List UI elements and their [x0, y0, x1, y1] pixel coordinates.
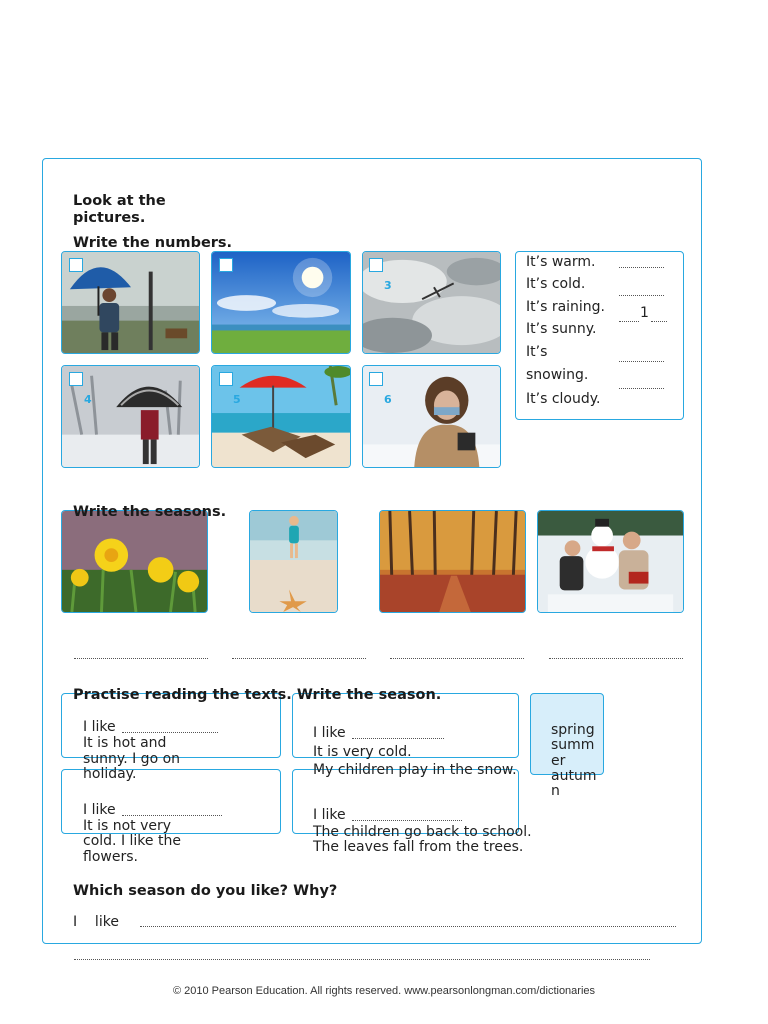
- season-answer-line-2[interactable]: [232, 658, 366, 659]
- answer-checkbox-3[interactable]: [369, 258, 383, 272]
- answer-line-cold[interactable]: [619, 295, 664, 296]
- text-d-line2: The children go back to school.: [313, 824, 532, 840]
- answer-start-i-like: I like: [73, 914, 119, 930]
- text-a-line3: sunny. I go on: [83, 751, 181, 767]
- answer-checkbox-5[interactable]: [219, 372, 233, 386]
- text-b-answer-line[interactable]: [352, 738, 444, 739]
- word-spring: spring: [551, 722, 595, 738]
- sentence-cold: It’s cold.: [526, 276, 586, 292]
- text-d-answer-line[interactable]: [352, 820, 462, 821]
- answer-line-snowing[interactable]: [619, 388, 664, 389]
- text-b-line2: It is very cold.: [313, 744, 412, 760]
- sentence-snowing-1: It’s: [526, 344, 548, 360]
- word-summer-part2: er: [551, 752, 566, 769]
- instruction-write-seasons: Write the seasons.: [73, 504, 227, 520]
- answer-line-sunny[interactable]: [619, 361, 664, 362]
- text-a-line4: holiday.: [83, 766, 137, 782]
- season-answer-line-3[interactable]: [390, 658, 524, 659]
- text-a-line2: It is hot and: [83, 735, 167, 751]
- answer-line-why-1[interactable]: [140, 926, 676, 927]
- answer-line-raining-right[interactable]: [651, 321, 667, 322]
- picture-number-3: 3: [384, 279, 392, 292]
- text-c-answer-line[interactable]: [122, 815, 222, 816]
- text-b-i-like: I like: [313, 725, 346, 741]
- season-answer-line-4[interactable]: [549, 658, 683, 659]
- instruction-look: Look at the pictures.: [73, 193, 166, 226]
- text-a-answer-line[interactable]: [122, 732, 218, 733]
- picture-winter-snowman: [537, 510, 684, 613]
- picture-number-4: 4: [84, 393, 92, 406]
- text-a-i-like: I like: [83, 719, 116, 735]
- answer-line-raining-left[interactable]: [619, 321, 639, 322]
- text-d-i-like: I like: [313, 807, 346, 823]
- sentence-sunny: It’s sunny.: [526, 321, 597, 337]
- word-autumn-part2: n: [551, 783, 560, 800]
- sentence-snowing-2: snowing.: [526, 367, 589, 383]
- picture-number-6: 6: [384, 393, 392, 406]
- picture-summer-beach: [249, 510, 338, 613]
- instruction-practise-reading: Practise reading the texts. Write the season.: [73, 687, 442, 703]
- question-which-season: Which season do you like? Why?: [73, 883, 338, 899]
- answer-raining-value: 1: [640, 305, 649, 321]
- text-b-line3: My children play in the snow.: [313, 762, 517, 778]
- answer-line-why-2[interactable]: [74, 959, 650, 960]
- text-c-line2: It is not very: [83, 818, 172, 834]
- text-c-line4: flowers.: [83, 849, 138, 865]
- answer-checkbox-6[interactable]: [369, 372, 383, 386]
- word-autumn-part1: autum: [551, 767, 597, 784]
- picture-number-5: 5: [233, 393, 241, 406]
- sentence-raining: It’s raining.: [526, 299, 606, 315]
- answer-checkbox-1[interactable]: [69, 258, 83, 272]
- picture-spring-daffodils: [61, 510, 208, 613]
- sentence-cloudy: It’s cloudy.: [526, 391, 601, 407]
- answer-checkbox-2[interactable]: [219, 258, 233, 272]
- text-c-i-like: I like: [83, 802, 116, 818]
- copyright-footer: © 2010 Pearson Education. All rights reserved. www.pearsonlongman.com/dictionaries: [172, 985, 596, 997]
- text-c-line3: cold. I like the: [83, 833, 181, 849]
- season-answer-line-1[interactable]: [74, 658, 208, 659]
- picture-autumn-forest: [379, 510, 526, 613]
- text-d-line3: The leaves fall from the trees.: [313, 839, 524, 855]
- sentence-warm: It’s warm.: [526, 254, 596, 270]
- answer-line-warm[interactable]: [619, 267, 664, 268]
- word-summer-part1: summ: [551, 737, 595, 754]
- word-box-list: [551, 723, 596, 799]
- answer-checkbox-4[interactable]: [69, 372, 83, 386]
- instruction-write-numbers: Write the numbers.: [73, 235, 233, 251]
